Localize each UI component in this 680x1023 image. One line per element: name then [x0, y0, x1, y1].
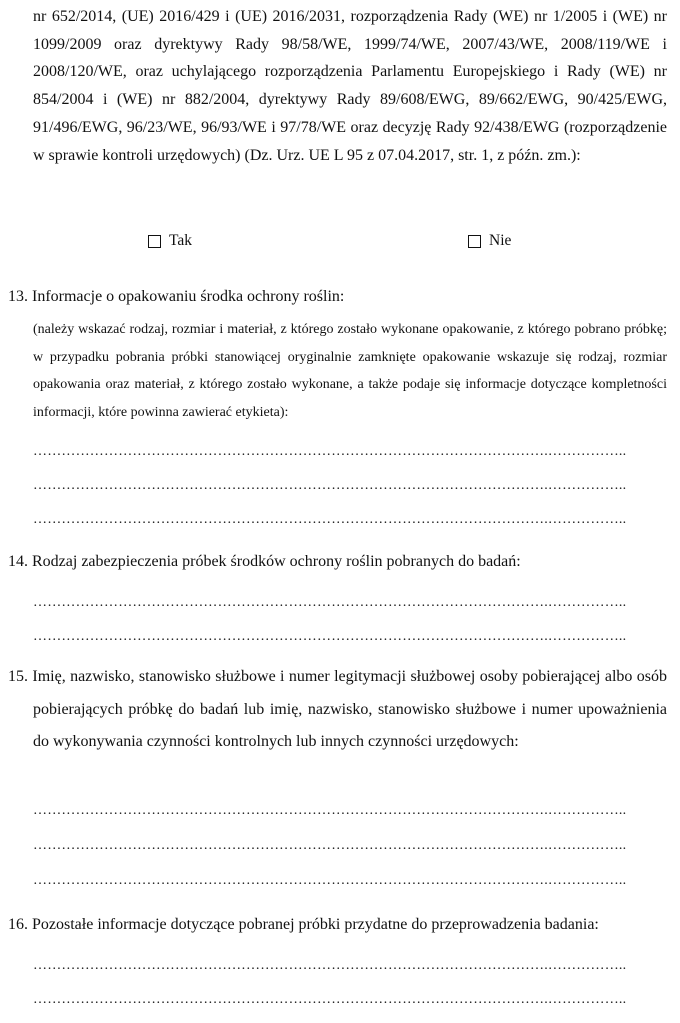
checkbox-square-icon[interactable]: [468, 235, 481, 248]
section-13-title: 13. Informacje o opakowaniu środka ochrony roślin:: [8, 288, 345, 305]
fill-line-14-1[interactable]: ……………………………………………………………………………………………….……………..: [33, 595, 627, 610]
section-16-title: 16. Pozostałe informacje dotyczące pobranej próbki przydatne do przeprowadzenia badania:: [8, 916, 599, 933]
intro-paragraph: nr 652/2014, (UE) 2016/429 i (UE) 2016/2031, rozporządzenia Rady (WE) nr 1/2005 i (WE) nr 1099/2009 oraz dyrektywy Rady 98/58/WE, 1999/74/WE, 2007/43/WE, 2008/119/WE i 2008/120/WE, oraz uchylającego rozporządzenia Parlamentu Europejskiego i Rady (WE) nr 854/2004 i (WE) nr 882/2004, dyrektywy Rady 89/608/EWG, 89/662/EWG, 90/425/EWG, 91/496/EWG, 96/23/WE, 96/93/WE i 97/78/WE oraz decyzję Rady 92/438/EWG (rozporządzenie w sprawie kontroli urzędowych) (Dz. Urz. UE L 95 z 07.04.2017, str. 1, z późn. zm.):: [33, 8, 667, 164]
section-15-title: 15. Imię, nazwisko, stanowisko służbowe i numer legitymacji służbowej osoby pobierającej albo osób pobierających próbkę do badań lub imię, nazwisko, stanowisko służbowe i numer upoważnienia do wykonywania czynności kontrolnych lub innych czynności urzędowych:: [8, 668, 667, 751]
fill-line-16-2[interactable]: ……………………………………………………………………………………………….……………..: [33, 992, 627, 1007]
section-13-note: (należy wskazać rodzaj, rozmiar i materiał, z którego zostało wykonane opakowanie, z którego pobrano próbkę; w przypadku pobrania próbki stanowiącej oryginalnie zamknięte opakowanie wskazuje się rodzaj, rozmiar opakowania oraz materiał, z którego zostało wykonane, a także podaje się informacje dotyczące kompletności informacji, które powinna zawierać etykieta):: [33, 322, 667, 420]
checkbox-tak[interactable]: [148, 232, 192, 250]
fill-line-15-1[interactable]: ……………………………………………………………………………………………….……………..: [33, 803, 627, 818]
section-14-title: 14. Rodzaj zabezpieczenia próbek środków ochrony roślin pobranych do badań:: [8, 553, 521, 570]
fill-line-13-3[interactable]: ……………………………………………………………………………………………….……………..: [33, 512, 627, 527]
checkbox-nie[interactable]: [468, 232, 511, 250]
fill-line-15-3[interactable]: ……………………………………………………………………………………………….……………..: [33, 873, 627, 888]
fill-line-16-1[interactable]: ……………………………………………………………………………………………….……………..: [33, 958, 627, 973]
fill-line-13-2[interactable]: ……………………………………………………………………………………………….……………..: [33, 478, 627, 493]
fill-line-14-2[interactable]: ……………………………………………………………………………………………….……………..: [33, 629, 627, 644]
checkbox-nie-label: Nie: [489, 232, 512, 249]
checkbox-square-icon[interactable]: [148, 235, 161, 248]
fill-line-15-2[interactable]: ……………………………………………………………………………………………….……………..: [33, 838, 627, 853]
fill-line-13-1[interactable]: ……………………………………………………………………………………………….……………..: [33, 444, 627, 459]
yes-no-checkboxes: [0, 232, 680, 256]
checkbox-tak-label: Tak: [169, 232, 193, 249]
